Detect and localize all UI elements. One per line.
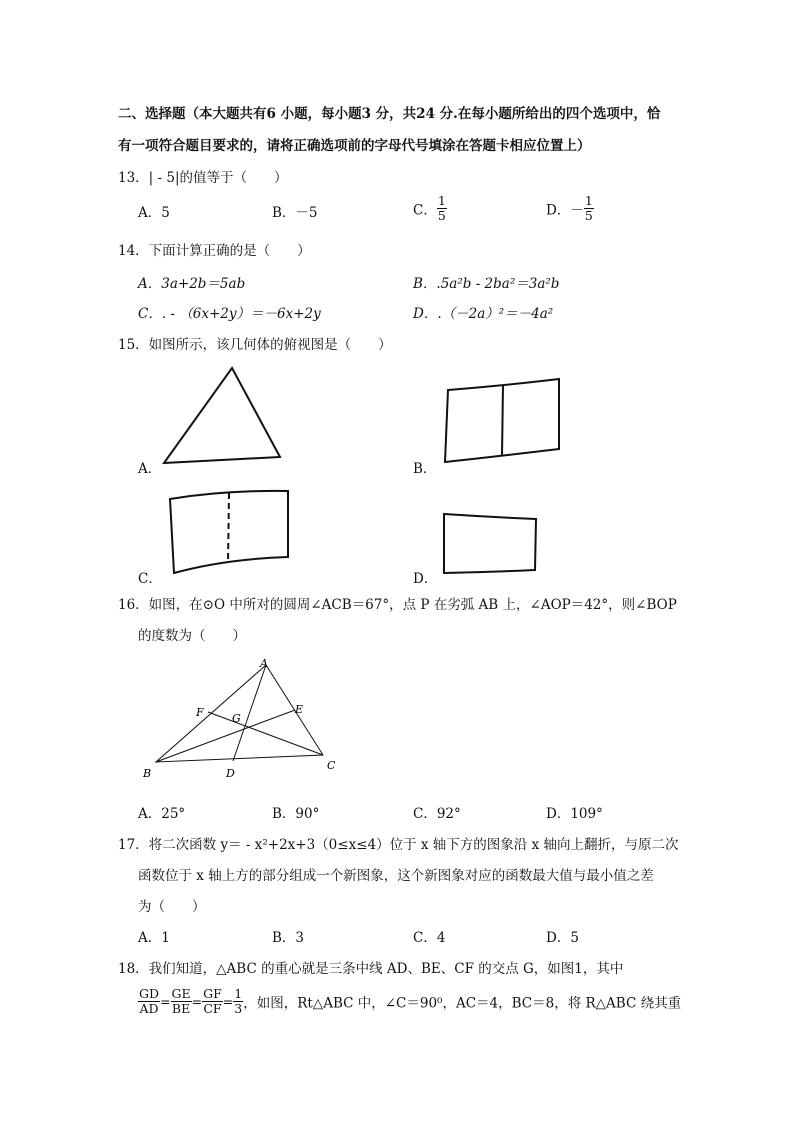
q17-option-c[interactable]: C．4 (413, 930, 446, 946)
q13-c-denominator: 5 (437, 208, 446, 223)
q17-option-a[interactable]: A．1 (138, 930, 170, 946)
q18-f4-num: 1 (234, 986, 243, 1001)
q17-option-b[interactable]: B．3 (272, 930, 305, 946)
q13-option-c[interactable] (413, 194, 447, 223)
q16-stem-line1: 16．如图，在⊙O 中所对的圆周∠ACB＝67°，点 P 在劣弧 AB 上，∠AOP＝42°，则∠BOP (118, 597, 677, 613)
q18-f3-den: CF (203, 1001, 222, 1016)
q13-stem: 13．| - 5|的值等于（ ） (118, 170, 288, 186)
q18-f2-num: GE (171, 986, 191, 1001)
q14-option-c[interactable]: C．. - （6x+2y）＝－6x+2y (138, 306, 321, 322)
q15-option-b-label[interactable]: B． (413, 461, 437, 477)
q15-rectangle-dashed-figure (165, 487, 293, 577)
q16-label-a: A (260, 657, 268, 670)
q15-triangle-figure (160, 366, 285, 466)
q13-d-denominator: 5 (584, 208, 593, 223)
q15-option-a-label[interactable]: A． (138, 461, 162, 477)
q18-f1-den: AD (139, 1001, 159, 1016)
q13-option-d[interactable] (546, 194, 594, 223)
q15-small-rectangle-figure (440, 510, 540, 576)
q15-option-c-label[interactable]: C． (138, 571, 162, 587)
q13-option-a[interactable]: A．5 (138, 205, 170, 221)
q13-option-c-fraction (437, 194, 447, 223)
q13-option-c-prefix: C． (413, 202, 437, 219)
q16-option-d[interactable]: D．109° (546, 806, 603, 822)
q14-option-a[interactable]: A．3a+2b＝5ab (138, 276, 246, 292)
q16-option-c[interactable]: C．92° (413, 806, 461, 822)
q16-label-f: F (196, 706, 204, 719)
q16-label-d: D (226, 767, 235, 780)
q16-label-c: C (327, 759, 336, 772)
q13-option-d-fraction (584, 194, 594, 223)
q15-rectangle-split-figure (440, 374, 565, 466)
q18-f2-den: BE (171, 1001, 191, 1016)
q17-option-d[interactable]: D．5 (546, 930, 579, 946)
q18-stem-line1: 18．我们知道，△ABC 的重心就是三条中线 AD、BE、CF 的交点 G，如图1，其中 (118, 961, 624, 977)
section-heading-line1: 二、选择题（本大题共有6 小题，每小题3 分，共24 分.在每小题所给出的四个选项中，恰 (118, 106, 661, 122)
q16-label-g: G (232, 712, 241, 725)
q13-option-d-prefix: D．－ (546, 202, 584, 219)
q16-option-a[interactable]: A．25° (138, 806, 186, 822)
q17-stem-line2: 函数位于 x 轴上方的部分组成一个新图象，这个新图象对应的函数最大值与最小值之差 (138, 868, 654, 884)
q18-stem-line2: $\frac{GD}{AD}$ = $\frac{GE}{BE}$ = $\frac{GF}{CF}$ = $\frac{1}{3}$ ，如图，Rt△ABC 中，∠C＝90⁰，AC＝4，BC＝8，将 R△ABC 绕其重 (139, 986, 682, 1016)
q14-option-d[interactable]: D．.（－2a）²＝－4a² (413, 306, 554, 322)
q13-option-b[interactable]: B．－5 (272, 205, 318, 221)
q16-triangle-diagram (140, 655, 350, 785)
q16-label-e: E (295, 703, 304, 716)
q13-d-numerator: 1 (584, 193, 593, 208)
q18-f3-num: GF (203, 986, 222, 1001)
q18-line2-text: ，如图，Rt△ABC 中，∠C＝90⁰，AC＝4，BC＝8，将 R△ABC 绕其重 (243, 995, 682, 1012)
q15-stem: 15．如图所示，该几何体的俯视图是（ ） (118, 337, 392, 353)
q18-f4-den: 3 (234, 1001, 243, 1016)
q18-f1-num: GD (139, 986, 160, 1001)
q14-option-b[interactable]: B．.5a²b - 2ba²＝3a²b (413, 276, 560, 292)
section-heading-line2: 有一项符合题目要求的，请将正确选项前的字母代号填涂在答题卡相应位置上） (118, 138, 591, 154)
q16-option-b[interactable]: B．90° (272, 806, 320, 822)
q17-stem-line1: 17．将二次函数 y＝ - x²+2x+3（0≤x≤4）位于 x 轴下方的图象沿 x 轴向上翻折，与原二次 (118, 837, 679, 853)
q18-fraction-one-third (233, 987, 243, 1016)
q18-fraction-ge-be (171, 987, 192, 1016)
q17-stem-line3: 为（ ） (138, 899, 206, 915)
q14-stem: 14．下面计算正确的是（ ） (118, 243, 311, 259)
q16-label-b: B (143, 767, 152, 780)
q18-fraction-gd-ad (138, 987, 160, 1016)
q16-stem-line2: 的度数为（ ） (138, 628, 246, 644)
q18-fraction-gf-cf (202, 987, 223, 1016)
q13-c-numerator: 1 (437, 193, 446, 208)
q15-option-d-label[interactable]: D． (413, 571, 438, 587)
